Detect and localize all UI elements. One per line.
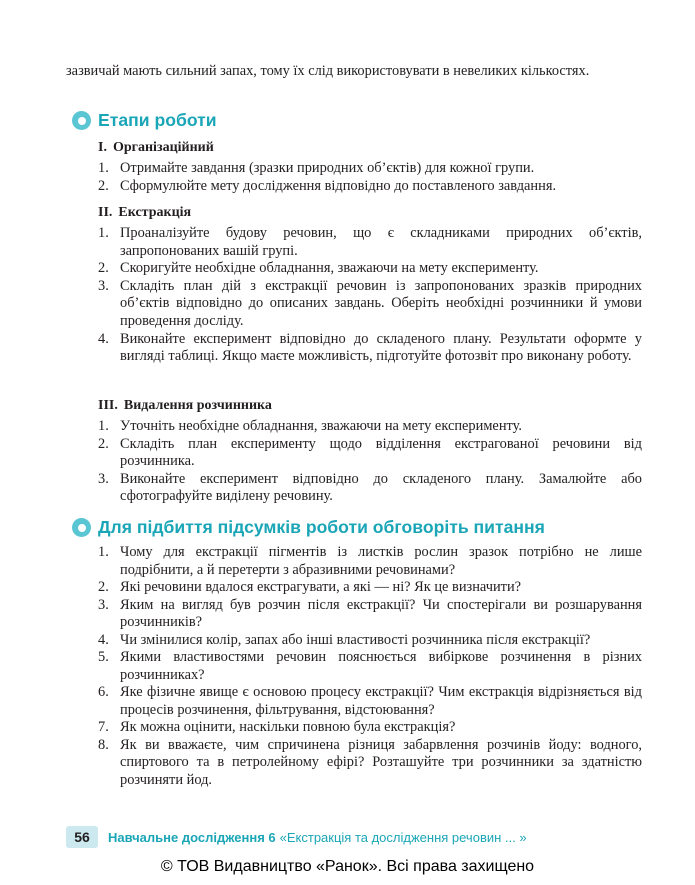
page-number: 56 xyxy=(66,826,98,848)
section-list xyxy=(98,418,642,506)
section-organizational xyxy=(98,139,642,195)
item-text: Якими властивостями речовин пояснюється вибіркове розчинення в різних розчинниках? xyxy=(120,649,642,683)
item-number: 1. xyxy=(98,544,109,560)
discussion-questions xyxy=(98,544,642,789)
list-item xyxy=(98,225,642,260)
item-text: Які речовини вдалося екстрагувати, а які — ні? Як це визначити? xyxy=(120,579,522,595)
item-text: Як можна оцінити, наскільки повною була екстракція? xyxy=(120,719,456,735)
section-solvent-removal xyxy=(98,397,642,506)
section-number: I. xyxy=(98,140,107,155)
list-item xyxy=(98,737,642,790)
item-text: Виконайте експеримент відповідно до складеного плану. Результати оформте у вигляді таблиці. Якщо маєте можливість, підготуйте фотозвіт про виконану роботу. xyxy=(120,330,642,365)
list-item xyxy=(98,278,642,331)
item-text: Скоригуйте необхідне обладнання, зважаючи на мету експерименту. xyxy=(120,260,539,277)
section-extraction xyxy=(98,204,642,366)
list-item xyxy=(98,471,642,506)
discussion-heading-text: Для підбиття підсумків роботи обговоріть питання xyxy=(98,517,545,537)
section-number: III. xyxy=(98,398,118,413)
list-item xyxy=(98,260,642,278)
item-number: 3. xyxy=(98,277,109,294)
page-footer xyxy=(66,826,527,848)
item-number: 4. xyxy=(98,631,109,648)
item-text: Отримайте завдання (зразки природних об’єктів) для кожної групи. xyxy=(120,160,535,176)
list-item xyxy=(98,331,642,366)
list-item xyxy=(98,579,642,597)
question-list xyxy=(98,544,642,789)
item-number: 8. xyxy=(98,736,109,753)
intro-paragraph: зазвичай мають сильний запах, тому їх слід використовувати в невеликих кількостях. xyxy=(66,63,590,79)
section-title-text: Видалення розчинника xyxy=(123,398,272,413)
list-item xyxy=(98,597,642,632)
item-text: Чому для екстракції пігментів із листків рослин зразок потрібно не лише подрібнити, а й перетерти з абразивними речовинами? xyxy=(120,544,642,578)
item-text: Яке фізичне явище є основою процесу екстракції? Чим екстракція відрізняється від процесів розчинення, фільтрування, відстоювання? xyxy=(120,684,642,718)
stages-heading-text: Етапи роботи xyxy=(98,110,217,130)
item-text: Яким на вигляд був розчин після екстракції? Чи спостерігали ви розшарування розчинників? xyxy=(120,596,642,630)
item-number: 2. xyxy=(98,260,109,277)
copyright-notice: © ТОВ Видавництво «Ранок». Всі права захищено xyxy=(160,858,535,875)
item-number: 3. xyxy=(98,596,109,613)
list-item xyxy=(98,436,642,471)
item-number: 2. xyxy=(98,435,109,452)
list-item xyxy=(98,160,642,178)
discussion-heading xyxy=(72,517,545,538)
item-number: 3. xyxy=(98,470,109,487)
item-text: Сформулюйте мету дослідження відповідно до поставленого завдання. xyxy=(120,177,557,194)
circle-bullet-icon xyxy=(72,518,91,537)
section-title xyxy=(98,204,642,222)
list-item xyxy=(98,719,642,737)
section-list xyxy=(98,160,642,195)
stages-heading xyxy=(72,110,217,131)
list-item xyxy=(98,632,642,650)
item-number: 1. xyxy=(98,160,109,176)
item-number: 1. xyxy=(98,225,109,241)
item-number: 5. xyxy=(98,649,109,665)
list-item xyxy=(98,418,642,436)
list-item xyxy=(98,178,642,196)
section-title-text: Організаційний xyxy=(112,140,214,155)
footer-label: Навчальне дослідження 6 xyxy=(108,829,276,845)
circle-bullet-icon xyxy=(72,111,91,130)
item-number: 6. xyxy=(98,684,109,700)
list-item xyxy=(98,649,642,684)
section-title xyxy=(98,139,642,157)
item-number: 2. xyxy=(98,177,109,194)
list-item xyxy=(98,544,642,579)
item-number: 7. xyxy=(98,719,109,735)
item-text: Складіть план експерименту щодо відділення екстрагованої речовини від розчинника. xyxy=(120,435,642,470)
item-number: 4. xyxy=(98,330,109,347)
item-number: 1. xyxy=(98,418,109,434)
section-title-text: Екстракція xyxy=(118,205,192,220)
footer-topic: «Екстракція та дослідження речовин ... » xyxy=(279,829,527,845)
section-list xyxy=(98,225,642,366)
item-text: Складіть план дій з екстракції речовин із запропонованих зразків природних об’єктів відповідно до описаних завдань. Оберіть необхідні розчинники й умови проведення досліду. xyxy=(120,277,642,329)
item-text: Уточніть необхідне обладнання, зважаючи на мету експерименту. xyxy=(120,418,522,434)
section-title xyxy=(98,397,642,415)
item-number: 2. xyxy=(98,579,109,595)
section-number: II. xyxy=(98,205,113,220)
item-text: Виконайте експеримент відповідно до складеного плану. Замалюйте або сфотографуйте виділену речовину. xyxy=(120,470,642,505)
item-text: Як ви вважаєте, чим спричинена різниця забарвлення розчинів йоду: водного, спиртового та в петролейному ефірі? Розташуйте три розчинники за здатністю розчиняти йод. xyxy=(120,736,642,788)
item-text: Проаналізуйте будову речовин, що є складниками природних об’єктів, запропонованих вашій групі. xyxy=(120,225,642,259)
list-item xyxy=(98,684,642,719)
item-text: Чи змінилися колір, запах або інші властивості розчинника після екстракції? xyxy=(120,631,591,648)
